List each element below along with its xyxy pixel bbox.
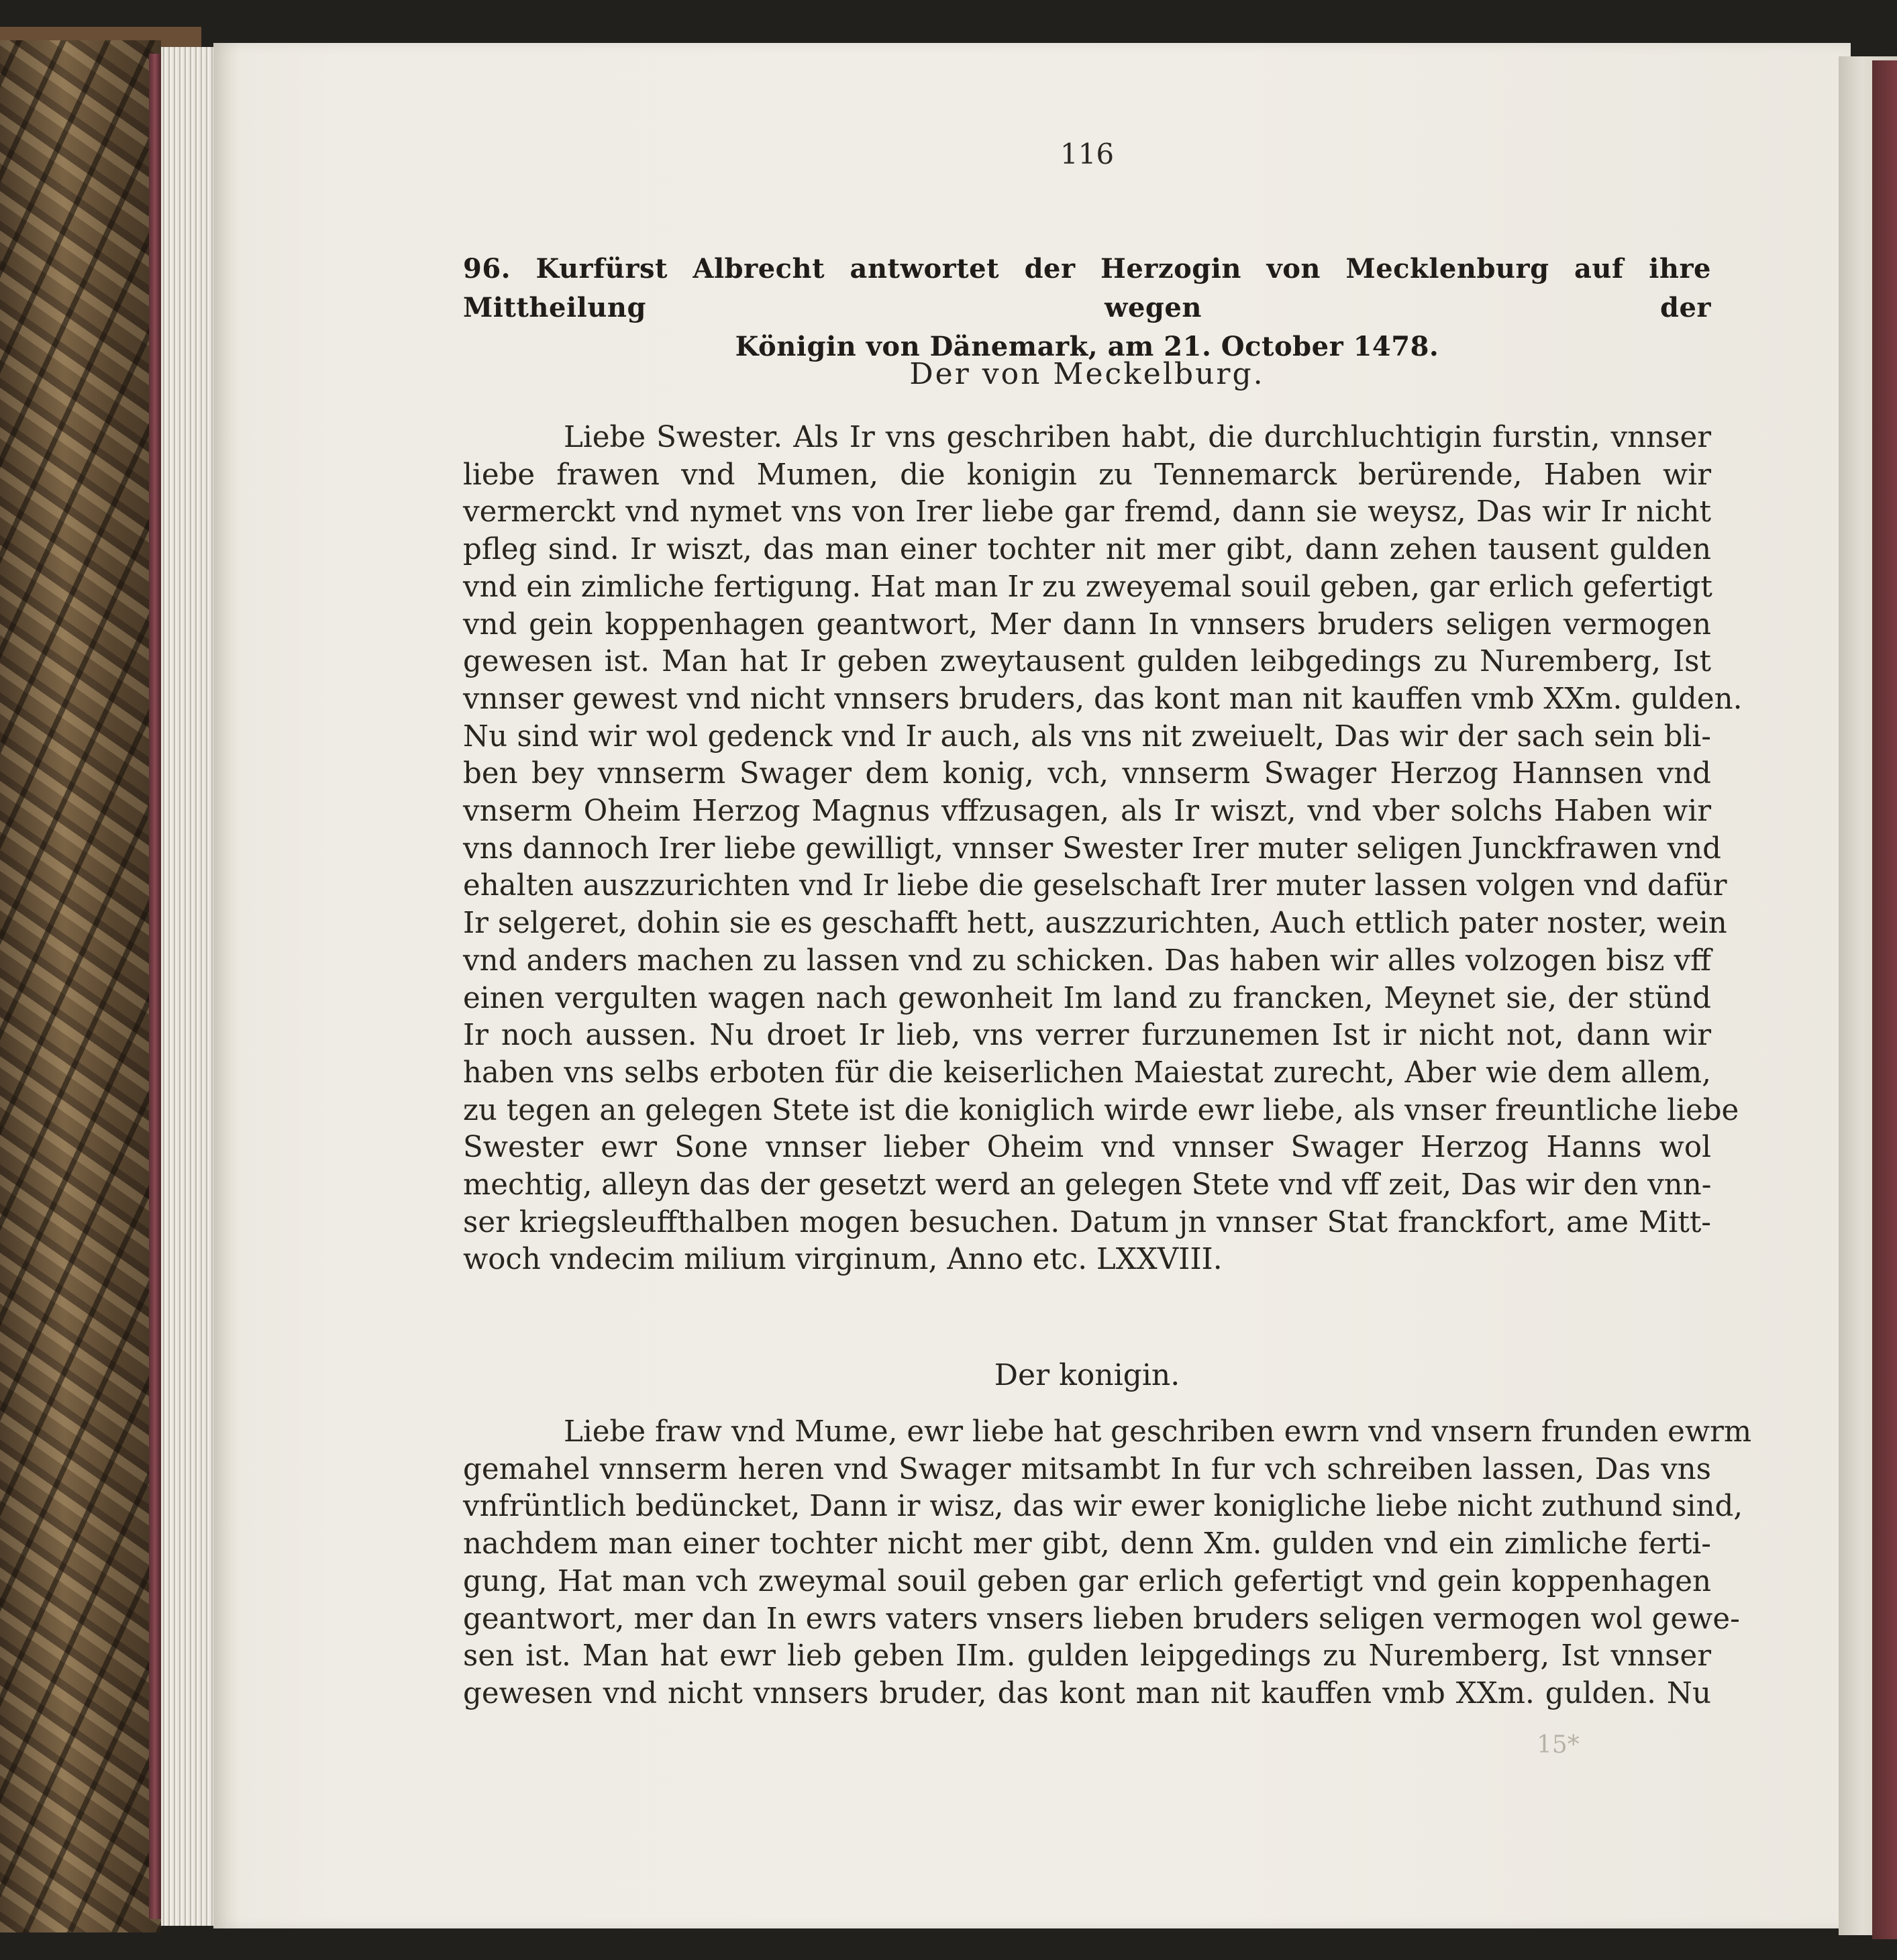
document-heading	[463, 250, 1711, 366]
text-line: vnserm Oheim Herzog Magnus vffzusagen, als Ir wiszt, vnd vber solchs Haben wir	[463, 794, 1711, 829]
page-number: 116	[1060, 138, 1115, 170]
letter-body-2	[463, 1414, 1752, 1713]
faint-signature-mark: 15*	[1537, 1731, 1580, 1759]
marbled-cover	[0, 40, 161, 1932]
text-line: zu tegen an gelegen Stete ist die koniglich wirde ewr liebe, als vnser freuntliche liebe	[463, 1093, 1739, 1127]
text-line: Ir selgeret, dohin sie es geschafft hett, auszzurichten, Auch ettlich pater noster, wein	[463, 907, 1727, 941]
text-line: geantwort, mer dan In ewrs vaters vnsers lieben bruders seligen vermogen wol gewe-	[463, 1602, 1740, 1636]
text-line: mechtig, alleyn das der gesetzt werd an gelegen Stete vnd vff zeit, Das wir den vnn-	[463, 1168, 1712, 1202]
right-cover	[1872, 60, 1897, 1939]
text-line: vns dannoch Irer liebe gewilligt, vnnser Swester Irer muter seligen Junckfrawen vnd	[463, 831, 1722, 866]
text-line: ben bey vnnserm Swager dem konig, vch, vnnserm Swager Herzog Hannsen vnd	[463, 757, 1711, 791]
text-line: vnfrüntlich bedüncket, Dann ir wisz, das wir ewer konigliche liebe nicht zuthund sind,	[463, 1490, 1743, 1524]
text-line: sen ist. Man hat ewr lieb geben IIm. gulden leipgedings zu Nuremberg, Ist vnnser	[463, 1639, 1711, 1673]
binding-edge	[149, 54, 161, 1919]
text-line: Nu sind wir wol gedenck vnd Ir auch, als vns nit zweiuelt, Das wir der sach sein bli-	[463, 719, 1711, 754]
text-line: gewesen vnd nicht vnnsers bruder, das kont man nit kauffen vmb XXm. gulden. Nu	[463, 1676, 1711, 1710]
section-title-1: Der von Meckelburg.	[909, 357, 1265, 391]
text-line: nachdem man einer tochter nicht mer gibt, denn Xm. gulden vnd ein zimliche ferti-	[463, 1527, 1711, 1561]
text-line: vnd anders machen zu lassen vnd zu schicken. Das haben wir alles volzogen bisz vff	[463, 943, 1711, 978]
text-line: vermerckt vnd nymet vns von Irer liebe gar fremd, dann sie weysz, Das wir Ir nicht	[463, 495, 1711, 529]
text-line: vnd ein zimliche fertigung. Hat man Ir zu zweyemal souil geben, gar erlich gefertigt	[463, 570, 1712, 604]
text-line: haben vns selbs erboten für die keiserlichen Maiestat zurecht, Aber wie dem allem,	[463, 1055, 1711, 1090]
text-line: liebe frawen vnd Mumen, die konigin zu Tennemarck berürende, Haben wir	[463, 458, 1711, 492]
text-line: einen vergulten wagen nach gewonheit Im land zu francken, Meynet sie, der stünd	[463, 981, 1711, 1015]
letter-body-1	[463, 419, 1743, 1279]
page-edges	[161, 47, 215, 1926]
text-line: ehalten auszzurichten vnd Ir liebe die geselschaft Irer muter lassen volgen vnd dafür	[463, 869, 1727, 903]
text-line: vnnser gewest vnd nicht vnnsers bruders, das kont man nit kauffen vmb XXm. gulden.	[463, 682, 1743, 716]
text-line: Ir noch aussen. Nu droet Ir lieb, vns verrer furzunemen Ist ir nicht not, dann wir	[463, 1019, 1711, 1053]
text-line: woch vndecim milium virginum, Anno etc. LXXVIII.	[463, 1243, 1223, 1277]
text-line: ser kriegsleuffthalben mogen besuchen. Datum jn vnnser Stat franckfort, ame Mitt-	[463, 1205, 1711, 1239]
text-line: pfleg sind. Ir wiszt, das man einer tochter nit mer gibt, dann zehen tausent gulden	[463, 533, 1711, 567]
heading-line-2: Königin von Dänemark, am 21. October 1478.	[735, 331, 1439, 362]
heading-line-1: 96. Kurfürst Albrecht antwortet der Herzogin von Mecklenburg auf ihre Mittheilung wegen der	[463, 253, 1711, 323]
text-line: Liebe Swester. Als Ir vns geschriben habt, die durchluchtigin furstin, vnnser	[564, 421, 1711, 454]
text-line: gemahel vnnserm heren vnd Swager mitsambt In fur vch schreiben lassen, Das vns	[463, 1452, 1711, 1486]
text-line: gung, Hat man vch zweymal souil geben gar erlich gefertigt vnd gein koppenhagen	[463, 1564, 1711, 1598]
section-title-2: Der konigin.	[994, 1358, 1180, 1392]
text-line: Swester ewr Sone vnnser lieber Oheim vnd vnnser Swager Herzog Hanns wol	[463, 1131, 1711, 1165]
text-line: vnd gein koppenhagen geantwort, Mer dann In vnnsers bruders seligen vermogen	[463, 607, 1711, 641]
text-line: Liebe fraw vnd Mume, ewr liebe hat geschriben ewrn vnd vnsern frunden ewrm	[564, 1415, 1752, 1449]
text-line: gewesen ist. Man hat Ir geben zweytausent gulden leibgedings zu Nuremberg, Ist	[463, 645, 1711, 679]
